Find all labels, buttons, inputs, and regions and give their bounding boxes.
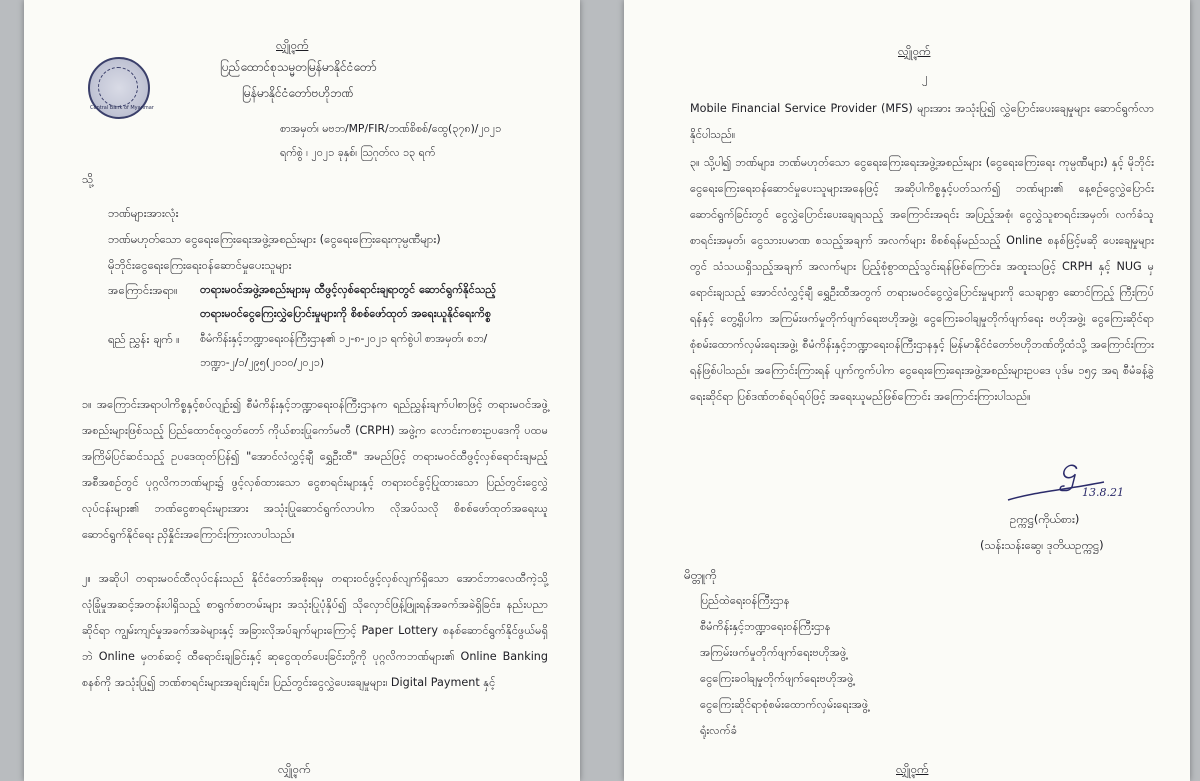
subject-label: အကြောင်းအရာ။ [108,283,178,297]
cc-item: ပြည်ထဲရေးဝန်ကြီးဌာန [700,594,790,607]
issuing-country: ပြည်ထောင်စုသမ္မတမြန်မာနိုင်ငံတော် [220,60,377,74]
cc-item: ငွေကြေးဆိုင်ရာစုံစမ်းထောက်လှမ်းရေးအဖွဲ့ [700,698,869,711]
recipient-2: ဘဏ်မဟုတ်သော ငွေရေးကြေးရေးအဖွဲ့အစည်းများ (ငွေရေးကြေးရေးကုမ္ပဏီများ) [108,232,441,246]
recipient-1: ဘဏ်များအားလုံး [108,206,179,220]
reference-label: ရည် ညွှန်း ချက် ။ [108,332,180,346]
to-label: သို့ [82,172,94,186]
letter-page-2 [624,0,1190,781]
cc-item: ငွေကြေးခဝါချမှုတိုက်ဖျက်ရေးဗဟိုအဖွဲ့ [700,672,854,685]
classification-header: လျှို့ဝှက် [898,44,931,58]
cc-item: ရုံးလက်ခံ [700,724,737,737]
reference-line-2: ဘဏ္ဍာ-၂/၁/၂၉၅(၂၀၁၀/၂၀၂၁) [200,356,325,369]
issuing-bank: မြန်မာနိုင်ငံတော်ဗဟိုဘဏ် [242,86,354,100]
classification-header: လျှို့ဝှက် [276,38,309,52]
signature-date: 13.8.21 [1082,486,1124,499]
recipient-3: မိုဘိုင်းငွေရေးကြေးရေးဝန်ဆောင်မှုပေးသူများ [108,258,292,272]
signatory-name: (သန်းသန်းဆွေ၊ ဒုတိယဥက္ကဋ္ဌ) [980,538,1104,552]
cc-item: စီမံကိန်းနှင့်ဘဏ္ဍာရေးဝန်ကြီးဌာန [700,620,831,633]
reference-line-1: စီမံကိန်းနှင့်ဘဏ္ဍာရေးဝန်ကြီးဌာန၏ ၁၂-၈-၂၀၂၁ ရက်စွဲပါ စာအမှတ်၊ စဘ/ [200,332,488,345]
cc-item: အကြမ်းဖက်မှုတိုက်ဖျက်ရေးဗဟိုအဖွဲ့ [700,646,847,659]
seal-ring-icon [98,67,138,107]
page-number: ၂ [922,70,928,84]
paragraph-1: ၁။ အကြောင်းအရာပါကိစ္စနှင့်စပ်လျဉ်း၍ စီမံကိန်းနှင့်ဘဏ္ဍာရေးဝန်ကြီးဌာနက ရည်ညွှန်းချက်ပါစာဖြင့် တရားမဝင်အဖွဲ့အစည်းများဖြစ်သည့် ပြည်ထောင်စုလွှတ်တော် ကိုယ်စားပြုကော်မတီ (CRPH) အဖွဲ့က လောင်းကစားဥပဒေကို ပထမအကြိမ်ပြင်ဆင်သည့် ဥပဒေထုတ်ပြန်၍ "အောင်လံလွှင့်ချီ ရွှေဦးထီ" အမည်ဖြင့် တရားမဝင်ထီဖွင့်လှစ်ရောင်းချမည့်အစီအစဉ်တွင် ပုဂ္ဂလိကဘဏ်များ၌ ဖွင့်လှစ်ထားသော ငွေစာရင်းများနှင့် တရားဝင်ခွင့်ပြုထားသော ပြည်တွင်းငွေလွှဲလုပ်ငန်းများ၏ ဘဏ်ငွေစာရင်းများအား အသုံးပြုဆောင်ရွက်လာပါက လိုအပ်သလို စိစစ်ဖော်ထုတ်အရေးယူ ဆောင်ရွက်နိုင်ရေး ညှိနှိုင်းအကြောင်းကြားလာပါသည်။ [82,398,548,541]
letter-page-1 [24,0,580,781]
central-bank-seal [88,57,154,119]
classification-footer: လျှို့ဝှက် [896,762,929,776]
signatory-title: ဥက္ကဋ္ဌ(ကိုယ်စား) [1010,512,1080,526]
letter-number: စာအမှတ်၊ မဗဘ/MP/FIR/ဘဏ်စိစစ်/ထွေ(၃၇၈)/၂၀၂၁ [280,122,502,135]
signature: ဌ [1060,451,1077,486]
cc-label: မိတ္တူကို [684,568,717,582]
paragraph-2: ၂။ အဆိုပါ တရားမဝင်ထီလုပ်ငန်းသည် နိုင်ငံတော်အစိုးရမှ တရားဝင်ဖွင့်လှစ်လျက်ရှိသော အောင်ဘာလေထီကဲ့သို့ လုံခြုံမှုအဆင့်အတန်းပါရှိသည့် စာရွက်စာတမ်းများ အသုံးပြုပုံနှိပ်၍ သိုလှောင်ဖြန့်ဖြူးရန်အခက်အခဲရှိခြင်း၊ နည်းပညာဆိုင်ရာ ကျွမ်းကျင်မှုအခက်အခဲများနှင့် အခြားလိုအပ်ချက်များကြောင့် Paper Lottery စနစ်ဆောင်ရွက်နိုင်ဖွယ်မရှိဘဲ Online မှတစ်ဆင့် ထီရောင်းချခြင်းနှင့် ဆုငွေထုတ်ပေးခြင်းတို့ကို ပုဂ္ဂလိကဘဏ်များ၏ Online Banking စနစ်ကို အသုံးပြု၍ ဘဏ်စာရင်းများအချင်းချင်း၊ ပြည်တွင်းငွေလွှဲပေးချေမှုများ၊ Digital Payment နှင့် [82,572,548,689]
letter-date: ရက်စွဲ ၊ ၂၀၂၁ ခုနှစ်၊ ဩဂုတ်လ ၁၃ ရက် [280,146,436,159]
classification-footer: လျှို့ဝှက် [278,762,311,776]
subject-line-2: တရားမဝင်ငွေကြေးလွှဲပြောင်းမှုများကို စိစစ်ဖော်ထုတ် အရေးယူနိုင်ရေးကိစ္စ [200,307,492,320]
seal-caption: Central Bank of Myanmar [90,105,154,111]
paragraph-3: ၃။ သို့ပါ၍ ဘဏ်များ၊ ဘဏ်မဟုတ်သော ငွေရေးကြေးရေးအဖွဲ့အစည်းများ (ငွေရေးကြေးရေး ကုမ္ပဏီများ) နှင့် မိုဘိုင်းငွေရေးကြေးရေးဝန်ဆောင်မှုပေးသူများအနေဖြင့် အဆိုပါကိစ္စနှင့်ပတ်သက်၍ ဘဏ်များ၏ နေ့စဉ်ငွေလွှဲပြောင်းဆောင်ရွက်ခြင်းတွင် ငွေလွှဲပြောင်းပေးချေရသည့် အကြောင်းအရင်း အပြည့်အစုံ၊ ငွေလွှဲသူစာရင်းအမှတ်၊ လက်ခံသူစာရင်းအမှတ်၊ ငွေသားပမာဏ စသည့်အချက် အလက်များ စိစစ်ရန်မည်သည့် Online စနစ်ဖြင့်မဆို ပေးချေမှုများတွင် သံသယရှိသည့်အချက် အလက်များ ပြည့်စုံစွာထည့်သွင်းရန်ဖြစ်ကြောင်း၊ အထူးသဖြင့် CRPH နှင့် NUG မှရောင်းချသည့် အောင်လံလွှင့်ချီ ရွှေဦးထီအတွက် တရားမဝင်ငွေလွှဲပြောင်းမှုများကို သေချာစွာ ဆောင်ကြည့် ကြီးကြပ်ရန်နှင့် တွေ့ရှိပါက အကြမ်းဖက်မှုတိုက်ဖျက်ရေးဗဟိုအဖွဲ့၊ ငွေကြေးခဝါချမှုတိုက်ဖျက်ရေး ဗဟိုအဖွဲ့၊ ငွေကြေးဆိုင်ရာစုံစမ်းထောက်လှမ်းရေးအဖွဲ့၊ စီမံကိန်းနှင့်ဘဏ္ဍာရေးဝန်ကြီးဌာနနှင့် မြန်မာနိုင်ငံတော်ဗဟိုဘဏ်တို့ထံသို့ အကြောင်းကြားရန်ဖြစ်ပါသည်။ အကြောင်းကြားရန် ပျက်ကွက်ပါက ငွေရေးကြေးရေးအဖွဲ့အစည်းများဥပဒေ ပုဒ်မ ၁၅၄ အရ စီမံခန့်ခွဲရေးဆိုင်ရာ ပြစ်ဒဏ်တစ်ရပ်ရပ်ဖြင့် အရေးယူမည်ဖြစ်ကြောင်း အကြောင်းကြားပါသည်။ [690,156,1154,403]
subject-line-1: တရားမဝင်အဖွဲ့အစည်းများမှ ထီဖွင့်လှစ်ရောင်းချရာတွင် ဆောင်ရွက်နိုင်သည့် [200,283,497,296]
continuation-text: Mobile Financial Service Provider (MFS) များအား အသုံးပြု၍ လွှဲပြောင်းပေးချေမှုများ ဆောင်ရွက်လာနိုင်ပါသည်။ [690,102,1154,141]
